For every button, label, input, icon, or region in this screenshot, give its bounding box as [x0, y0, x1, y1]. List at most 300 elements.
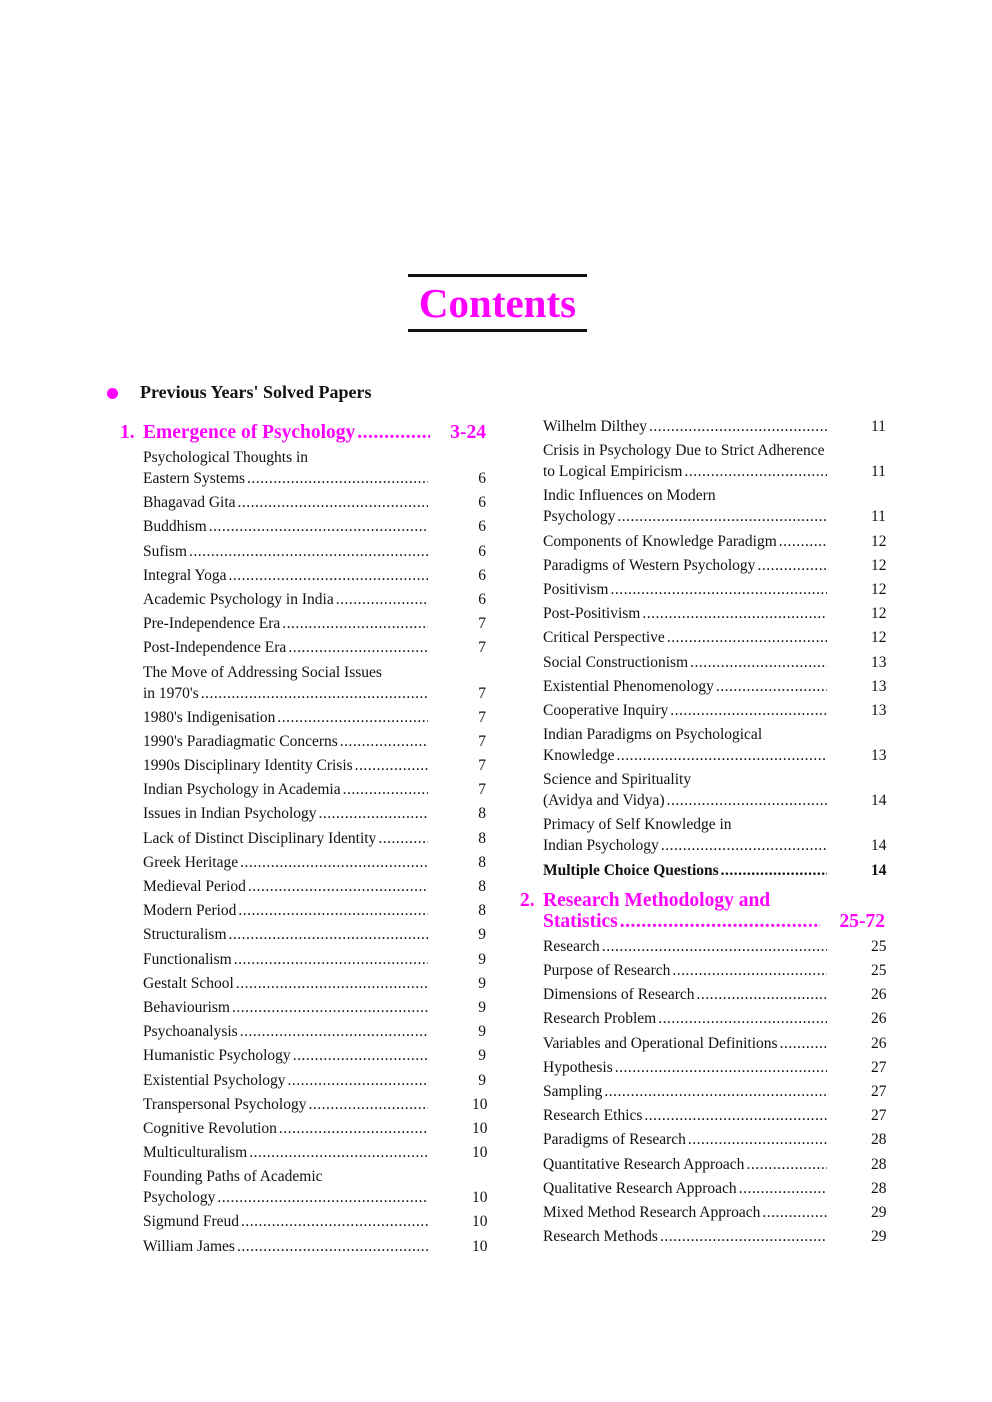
entry-row — [543, 1057, 885, 1078]
toc-entry[interactable] — [120, 1118, 486, 1139]
entry-title-line: Sufism — [143, 542, 187, 560]
toc-entry[interactable] — [120, 492, 486, 513]
toc-entry[interactable] — [120, 1166, 486, 1208]
entry-row — [543, 676, 885, 697]
entry-row — [143, 516, 486, 537]
toc-entry[interactable] — [520, 1154, 885, 1175]
entry-title-line: Purpose of Research — [543, 962, 671, 979]
chapter-title-line: Statistics — [543, 910, 618, 932]
toc-entry[interactable] — [520, 960, 885, 981]
entry-title-line: Paradigms of Research — [543, 1131, 686, 1149]
leader-dots — [340, 731, 428, 752]
leader-dots — [248, 876, 428, 897]
entry-row — [543, 531, 885, 552]
entry-title-line: 1990s Disciplinary Identity Crisis — [143, 757, 353, 775]
chapter-title-row — [543, 911, 885, 932]
entry-title-line: Multiple Choice Questions — [543, 861, 719, 879]
entry-row — [543, 506, 885, 527]
toc-entry[interactable] — [520, 1081, 885, 1102]
entry-title-line: Indic Influences on Modern — [543, 487, 716, 505]
toc-entry[interactable] — [120, 447, 486, 489]
entry-page-number: 12 — [871, 580, 887, 598]
leader-dots — [238, 492, 428, 513]
entry-page-number: 10 — [472, 1237, 488, 1255]
leader-dots — [762, 1202, 827, 1223]
entry-page-number: 7 — [478, 639, 486, 657]
entry-page-number: 7 — [478, 615, 486, 633]
entry-page-number: 9 — [478, 1071, 486, 1089]
entry-title-line: Academic Psychology in India — [143, 590, 334, 608]
entry-row — [543, 1226, 885, 1247]
toc-entry[interactable] — [120, 1094, 486, 1115]
entry-page-number: 7 — [478, 684, 486, 702]
entry-title-line: Knowledge — [543, 747, 615, 765]
entry-page-number: 10 — [472, 1095, 488, 1113]
entry-title-line: Research Methods — [543, 1228, 658, 1246]
leader-dots — [610, 579, 827, 600]
entry-title-line: Research — [543, 937, 600, 955]
toc-entry[interactable] — [520, 700, 885, 721]
leader-dots — [739, 1178, 827, 1199]
entry-row — [143, 1118, 486, 1139]
entry-title-line: Positivism — [543, 580, 609, 598]
chapter-title-line: Emergence of Psychology — [143, 422, 356, 443]
entry-row — [143, 1236, 486, 1257]
entry-title-line: 1990's Paradiagmatic Concerns — [143, 732, 338, 750]
chapter-number: 1. — [120, 422, 135, 443]
entry-title-line: Psychology — [543, 508, 616, 526]
toc-entry[interactable] — [120, 516, 486, 537]
toc-entry[interactable] — [520, 440, 885, 482]
toc-left-column — [120, 422, 486, 1260]
entry-row — [143, 949, 486, 970]
leader-dots — [670, 700, 827, 721]
toc-entry[interactable] — [520, 814, 885, 856]
toc-entry[interactable] — [120, 973, 486, 994]
toc-entry[interactable] — [520, 1202, 885, 1223]
entry-page-number: 6 — [478, 542, 486, 560]
leader-dots — [232, 997, 428, 1018]
toc-entry[interactable] — [120, 924, 486, 945]
entry-page-number: 27 — [871, 1107, 887, 1125]
entry-row — [543, 461, 885, 482]
entry-row — [543, 1129, 885, 1150]
entry-title-line: Eastern Systems — [143, 470, 246, 487]
entry-row — [543, 745, 885, 766]
entry-page-number: 14 — [871, 861, 887, 879]
chapter-page-range: 3-24 — [450, 422, 486, 443]
leader-dots — [688, 1129, 827, 1150]
leader-dots — [229, 924, 428, 945]
chapter-heading[interactable] — [520, 890, 885, 932]
leader-dots — [716, 676, 827, 697]
contents-title-box — [408, 274, 587, 332]
entry-title-line: in 1970's — [143, 684, 199, 702]
entry-row — [143, 468, 486, 489]
toc-entry[interactable] — [120, 1070, 486, 1091]
entry-row — [143, 613, 486, 634]
toc-entry[interactable] — [120, 755, 486, 776]
entry-page-number: 9 — [478, 1047, 486, 1065]
entry-row — [143, 852, 486, 873]
entry-row — [543, 700, 885, 721]
entry-title-line: Critical Perspective — [543, 629, 665, 647]
entry-row — [143, 683, 486, 704]
leader-dots — [357, 422, 430, 443]
entry-row — [543, 860, 885, 881]
toc-entry[interactable] — [120, 731, 486, 752]
leader-dots — [604, 1081, 827, 1102]
toc-entry[interactable] — [120, 613, 486, 634]
entry-title-line: Variables and Operational Definitions — [543, 1034, 778, 1052]
entry-page-number: 12 — [871, 629, 887, 647]
toc-right-column — [520, 416, 885, 1250]
entry-page-number: 9 — [478, 926, 486, 944]
entry-title-line: Quantitative Research Approach — [543, 1155, 745, 1173]
entry-page-number: 7 — [478, 781, 486, 799]
entry-page-number: 28 — [871, 1179, 887, 1197]
entry-row — [143, 1045, 486, 1066]
toc-entry[interactable] — [520, 1226, 885, 1247]
entry-title-line: Functionalism — [143, 950, 232, 968]
entry-title-line: Sigmund Freud — [143, 1213, 240, 1231]
entry-page-number: 13 — [871, 653, 887, 671]
entry-title-line: Qualitative Research Approach — [543, 1179, 737, 1197]
chapter-page-range: 25-72 — [839, 910, 885, 932]
entry-title-line: to Logical Empiricism — [543, 463, 683, 481]
entry-title-line: Existential Psychology — [143, 1071, 286, 1089]
entry-row — [543, 936, 885, 957]
entry-page-number: 14 — [871, 837, 887, 855]
entry-title-line: Medieval Period — [143, 878, 246, 895]
toc-entry[interactable] — [520, 1008, 885, 1029]
entry-title-line: Research Ethics — [543, 1107, 643, 1125]
toc-entry[interactable] — [120, 828, 486, 849]
leader-dots — [672, 960, 827, 981]
entry-page-number: 12 — [871, 556, 887, 574]
entry-title-line: Hypothesis — [543, 1058, 613, 1076]
toc-entry[interactable] — [520, 1178, 885, 1199]
toc-entry[interactable] — [120, 779, 486, 800]
leader-dots — [667, 627, 827, 648]
entry-title-line: Transpersonal Psychology — [143, 1095, 307, 1113]
entry-page-number: 8 — [478, 853, 486, 871]
entry-page-number: 26 — [871, 1034, 887, 1052]
leader-dots — [237, 1236, 428, 1257]
entry-page-number: 10 — [472, 1213, 488, 1231]
entry-page-number: 11 — [871, 418, 886, 435]
toc-entry[interactable] — [120, 803, 486, 824]
entry-row — [143, 565, 486, 586]
leader-dots — [236, 973, 428, 994]
entry-page-number: 11 — [871, 508, 886, 526]
leader-dots — [644, 1105, 827, 1126]
entry-title-line: Sampling — [543, 1082, 603, 1100]
leader-dots — [234, 949, 428, 970]
entry-row — [543, 960, 885, 981]
entry-row — [543, 1008, 885, 1029]
toc-entry[interactable] — [520, 769, 885, 811]
entry-title-line: Existential Phenomenology — [543, 677, 714, 695]
entry-title-line: Greek Heritage — [143, 853, 239, 871]
leader-dots — [343, 779, 428, 800]
entry-title-line: Indian Psychology — [543, 837, 659, 855]
entry-title-line: Indian Paradigms on Psychological — [543, 726, 763, 744]
leader-dots — [319, 803, 428, 824]
entry-title-line: Multiculturalism — [143, 1144, 248, 1162]
entry-page-number: 29 — [871, 1228, 887, 1246]
entry-title-line: Lack of Distinct Disciplinary Identity — [143, 829, 377, 847]
entry-title-line: Primacy of Self Knowledge in — [543, 816, 732, 834]
entry-row — [143, 803, 486, 824]
entry-title-line: Buddhism — [143, 518, 207, 536]
toc-entry[interactable] — [520, 1033, 885, 1054]
toc-entry[interactable] — [120, 876, 486, 897]
entry-page-number: 25 — [871, 937, 887, 955]
entry-page-number: 6 — [478, 470, 486, 487]
entry-page-number: 28 — [871, 1155, 887, 1173]
entry-row — [143, 924, 486, 945]
entry-title-line: Issues in Indian Psychology — [143, 805, 317, 823]
toc-entry[interactable] — [120, 589, 486, 610]
leader-dots — [620, 911, 820, 932]
toc-entry[interactable] — [120, 1142, 486, 1163]
entry-page-number: 26 — [871, 986, 887, 1004]
toc-entry[interactable] — [520, 1129, 885, 1150]
entry-page-number: 8 — [478, 829, 486, 847]
section-heading[interactable]: Previous Years' Solved Papers — [140, 382, 372, 402]
entry-row — [543, 1178, 885, 1199]
entry-page-number: 26 — [871, 1010, 887, 1028]
entry-title-line: Integral Yoga — [143, 566, 227, 584]
leader-dots — [667, 790, 827, 811]
entry-title-line: The Move of Addressing Social Issues — [143, 663, 382, 681]
entry-row — [543, 1081, 885, 1102]
toc-entry[interactable] — [520, 1105, 885, 1126]
entry-page-number: 6 — [478, 590, 486, 608]
entry-row — [143, 731, 486, 752]
entry-row — [143, 876, 486, 897]
toc-entry[interactable] — [520, 652, 885, 673]
entry-title-line: Post-Independence Era — [143, 639, 287, 657]
entry-row — [143, 637, 486, 658]
toc-entry[interactable] — [120, 662, 486, 704]
entry-row — [143, 541, 486, 562]
leader-dots — [617, 506, 827, 527]
entry-page-number: 27 — [871, 1058, 887, 1076]
entry-title-line: Psychological Thoughts in — [143, 449, 309, 466]
toc-entry[interactable] — [120, 541, 486, 562]
entry-page-number: 12 — [871, 532, 887, 550]
entry-row — [543, 835, 885, 856]
bullet-icon — [107, 388, 118, 399]
toc-entry[interactable] — [120, 852, 486, 873]
toc-entry[interactable] — [520, 724, 885, 766]
entry-title-line: 1980's Indigenisation — [143, 708, 276, 726]
leader-dots — [642, 603, 827, 624]
entry-title-line: Modern Period — [143, 902, 237, 920]
toc-entry[interactable] — [520, 936, 885, 957]
toc-entry[interactable] — [120, 1236, 486, 1257]
entry-row — [543, 555, 885, 576]
chapter-title-line: Research Methodology and — [543, 889, 771, 911]
entry-title-line: Bhagavad Gita — [143, 494, 236, 512]
leader-dots — [660, 1226, 827, 1247]
leader-dots — [288, 1070, 428, 1091]
leader-dots — [658, 1008, 827, 1029]
entry-title-line: Social Constructionism — [543, 653, 689, 671]
entry-row — [143, 1021, 486, 1042]
entry-title-line: Humanistic Psychology — [143, 1047, 291, 1065]
entry-page-number: 6 — [478, 566, 486, 584]
toc-entry[interactable] — [520, 1057, 885, 1078]
leader-dots — [757, 555, 827, 576]
entry-row — [143, 1211, 486, 1232]
entry-title-line: Post-Positivism — [543, 605, 641, 623]
entry-row — [143, 1094, 486, 1115]
entry-page-number: 14 — [871, 792, 887, 810]
entry-page-number: 13 — [871, 677, 887, 695]
entry-title-line: Behaviourism — [143, 998, 230, 1016]
leader-dots — [616, 745, 827, 766]
entry-page-number: 10 — [472, 1144, 488, 1162]
toc-entry[interactable] — [520, 416, 885, 437]
entry-row — [143, 1142, 486, 1163]
entry-page-number: 13 — [871, 747, 887, 765]
leader-dots — [779, 531, 827, 552]
leader-dots — [746, 1154, 827, 1175]
toc-entry[interactable] — [520, 627, 885, 648]
entry-page-number: 25 — [871, 962, 887, 979]
entry-row — [543, 1033, 885, 1054]
entry-page-number: 12 — [871, 605, 887, 623]
entry-page-number: 6 — [478, 518, 486, 536]
toc-entry[interactable] — [120, 565, 486, 586]
entry-title-line: (Avidya and Vidya) — [543, 792, 665, 810]
toc-entry[interactable] — [520, 485, 885, 527]
entry-row — [543, 984, 885, 1005]
entry-title-line: Structuralism — [143, 926, 227, 944]
toc-entry[interactable] — [120, 637, 486, 658]
entry-page-number: 9 — [478, 974, 486, 992]
leader-dots — [697, 984, 827, 1005]
entry-row — [543, 579, 885, 600]
entry-page-number: 13 — [871, 701, 887, 719]
entry-title-line: Indian Psychology in Academia — [143, 781, 341, 799]
entry-row — [143, 997, 486, 1018]
entry-row — [143, 1187, 486, 1208]
entry-row — [143, 755, 486, 776]
entry-title-line: Cooperative Inquiry — [543, 701, 669, 719]
leader-dots — [690, 652, 827, 673]
entry-title-line: Research Problem — [543, 1010, 657, 1028]
entry-title-line: Founding Paths of Academic — [143, 1168, 323, 1186]
entry-title-line: Wilhelm Dilthey — [543, 418, 647, 435]
leader-dots — [241, 1211, 428, 1232]
leader-dots — [217, 1187, 428, 1208]
leader-dots — [355, 755, 428, 776]
leader-dots — [201, 683, 428, 704]
entry-page-number: 28 — [871, 1131, 887, 1149]
entry-row — [143, 779, 486, 800]
entry-page-number: 10 — [472, 1189, 488, 1207]
toc-entry[interactable] — [520, 555, 885, 576]
entry-title-line: Psychology — [143, 1189, 216, 1207]
toc-entry[interactable] — [520, 579, 885, 600]
leader-dots — [279, 1118, 428, 1139]
leader-dots — [721, 860, 827, 881]
entry-page-number: 9 — [478, 950, 486, 968]
leader-dots — [189, 541, 428, 562]
entry-title-line: William James — [143, 1237, 235, 1255]
leader-dots — [209, 516, 428, 537]
entry-title-line: Mixed Method Research Approach — [543, 1203, 761, 1221]
leader-dots — [336, 589, 428, 610]
toc-entry[interactable] — [520, 676, 885, 697]
entry-page-number: 9 — [478, 1023, 486, 1041]
entry-page-number: 6 — [478, 494, 486, 512]
toc-entry[interactable] — [120, 707, 486, 728]
entry-row — [543, 603, 885, 624]
entry-title-line: Pre-Independence Era — [143, 615, 281, 633]
chapter-heading[interactable] — [120, 422, 486, 443]
entry-row — [543, 416, 885, 437]
toc-entry[interactable] — [120, 997, 486, 1018]
entry-row — [543, 1202, 885, 1223]
leader-dots — [308, 1094, 428, 1115]
entry-page-number: 11 — [871, 463, 886, 481]
entry-title-line: Cognitive Revolution — [143, 1119, 277, 1137]
toc-entry[interactable] — [520, 984, 885, 1005]
toc-entry[interactable] — [120, 949, 486, 970]
toc-entry[interactable] — [120, 1211, 486, 1232]
toc-entry[interactable] — [520, 603, 885, 624]
entry-page-number: 8 — [478, 805, 486, 823]
toc-entry[interactable] — [520, 860, 885, 881]
entry-row — [143, 1070, 486, 1091]
toc-entry[interactable] — [120, 1021, 486, 1042]
entry-row — [543, 1154, 885, 1175]
entry-title-line: Crisis in Psychology Due to Strict Adherence — [543, 442, 825, 460]
leader-dots — [288, 637, 428, 658]
entry-title-line: Dimensions of Research — [543, 986, 695, 1004]
entry-title-line: Gestalt School — [143, 974, 234, 992]
chapter-title-row — [143, 422, 486, 443]
toc-entry[interactable] — [520, 531, 885, 552]
entry-page-number: 8 — [478, 902, 486, 920]
entry-page-number: 10 — [472, 1119, 488, 1137]
entry-row — [143, 900, 486, 921]
entry-title-line: Psychoanalysis — [143, 1023, 238, 1041]
entry-row — [143, 492, 486, 513]
leader-dots — [240, 1021, 428, 1042]
entry-title-line: Paradigms of Western Psychology — [543, 556, 756, 574]
toc-entry[interactable] — [120, 1045, 486, 1066]
leader-dots — [277, 707, 428, 728]
leader-dots — [249, 1142, 428, 1163]
entry-page-number: 9 — [478, 998, 486, 1016]
leader-dots — [615, 1057, 827, 1078]
leader-dots — [661, 835, 827, 856]
entry-row — [143, 707, 486, 728]
entry-row — [543, 790, 885, 811]
toc-entry[interactable] — [120, 900, 486, 921]
leader-dots — [229, 565, 428, 586]
entry-row — [143, 973, 486, 994]
leader-dots — [240, 852, 428, 873]
entry-page-number: 7 — [478, 708, 486, 726]
entry-page-number: 7 — [478, 757, 486, 775]
